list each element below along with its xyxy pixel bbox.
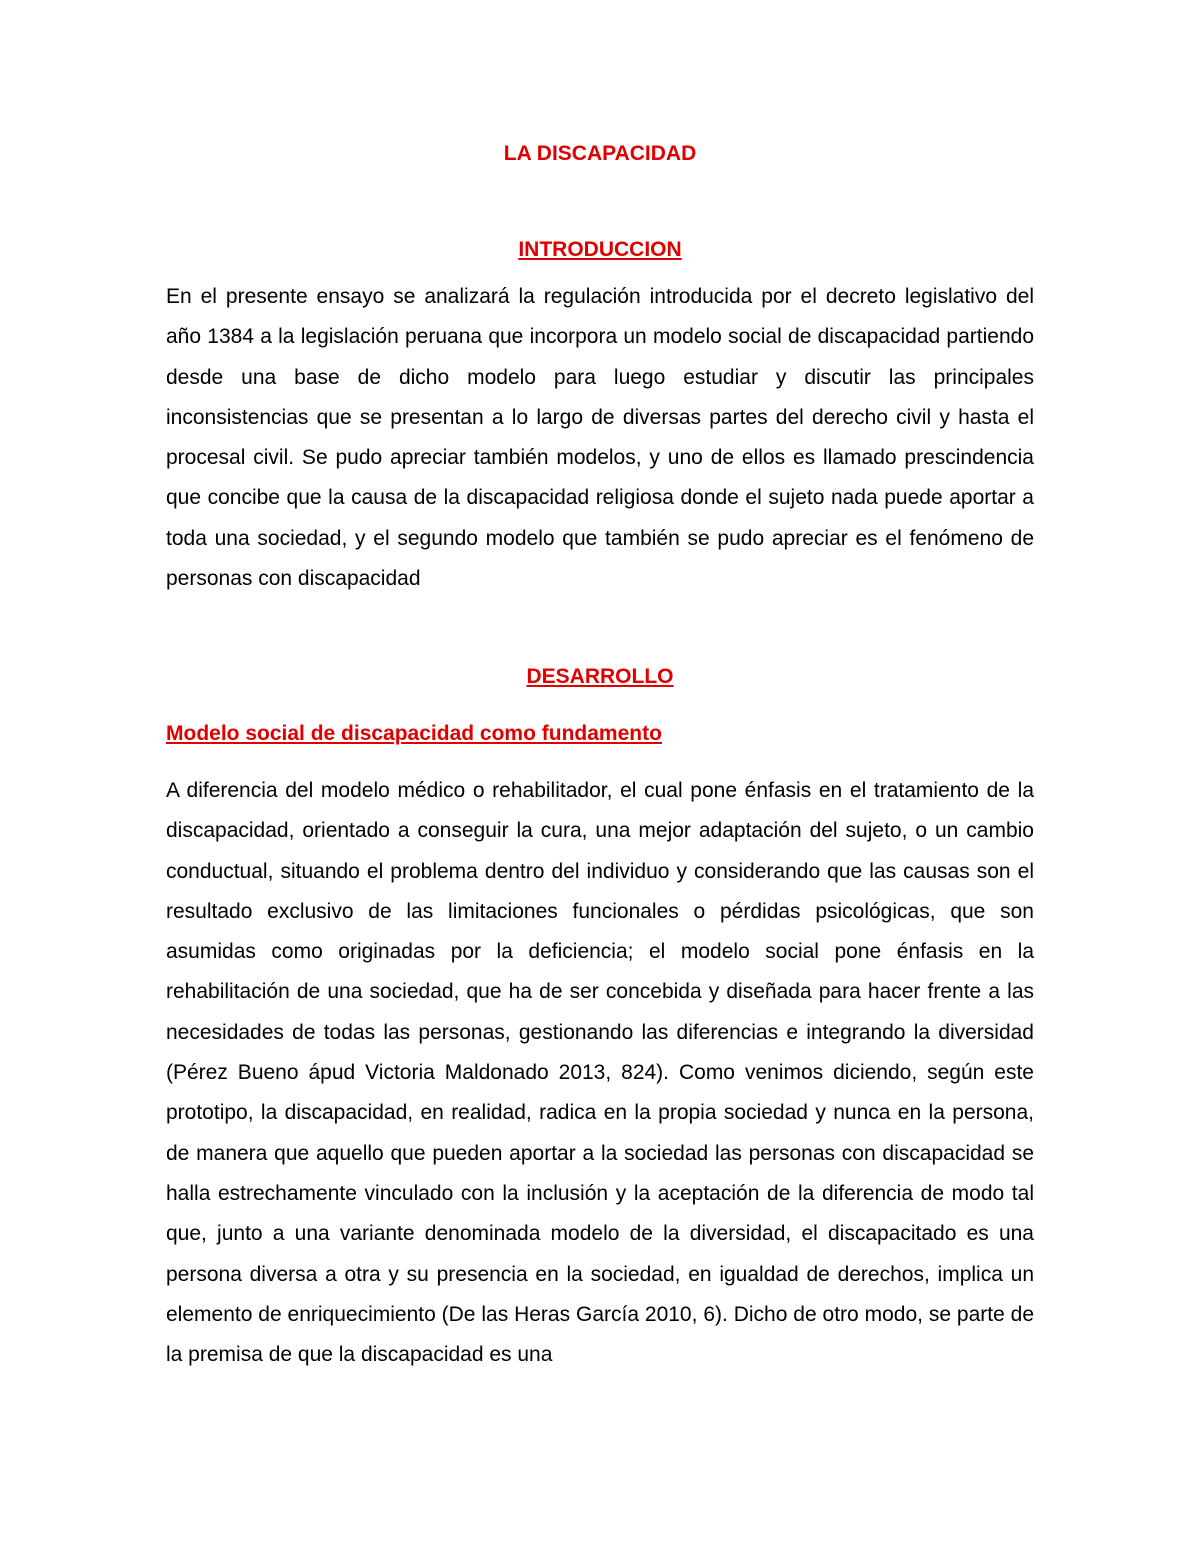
subsection-heading-modelo-social: Modelo social de discapacidad como fundamento <box>166 722 662 745</box>
section-heading-desarrollo: DESARROLLO <box>526 665 674 688</box>
document-title: LA DISCAPACIDAD <box>503 142 697 165</box>
introduccion-paragraph: En el presente ensayo se analizará la regulación introducida por el decreto legislativo del año 1384 a la legislación peruana que incorpora un modelo social de discapacidad partiendo desde una base de dicho modelo para luego estudiar y discutir las principales inconsistencias que se presentan a lo largo de diversas partes del derecho civil y hasta el procesal civil. Se pudo apreciar también modelos, y uno de ellos es llamado prescindencia que concibe que la causa de la discapacidad religiosa donde el sujeto nada puede aportar a toda una sociedad, y el segundo modelo que también se pudo apreciar es el fenómeno de personas con discapacidad <box>166 285 1034 591</box>
section-heading-introduccion: INTRODUCCION <box>518 238 682 261</box>
desarrollo-paragraph: A diferencia del modelo médico o rehabilitador, el cual pone énfasis en el tratamiento de la discapacidad, orientado a conseguir la cura, una mejor adaptación del sujeto, o un cambio conductual, situando el problema dentro del individuo y considerando que las causas son el resultado exclusivo de las limitaciones funcionales o pérdidas psicológicas, que son asumidas como originadas por la deficiencia; el modelo social pone énfasis en la rehabilitación de una sociedad, que ha de ser concebida y diseñada para hacer frente a las necesidades de todas las personas, gestionando las diferencias e integrando la diversidad (Pérez Bueno ápud Victoria Maldonado 2013, 824). Como venimos diciendo, según este prototipo, la discapacidad, en realidad, radica en la propia sociedad y nunca en la persona, de manera que aquello que pueden aportar a la sociedad las personas con discapacidad se halla estrechamente vinculado con la inclusión y la aceptación de la diferencia de modo tal que, junto a una variante denominada modelo de la diversidad, el discapacitado es una persona diversa a otra y su presencia en la sociedad, en igualdad de derechos, implica un elemento de enriquecimiento (De las Heras García 2010, 6). Dicho de otro modo, se parte de la premisa de que la discapacidad es una <box>166 779 1034 1367</box>
